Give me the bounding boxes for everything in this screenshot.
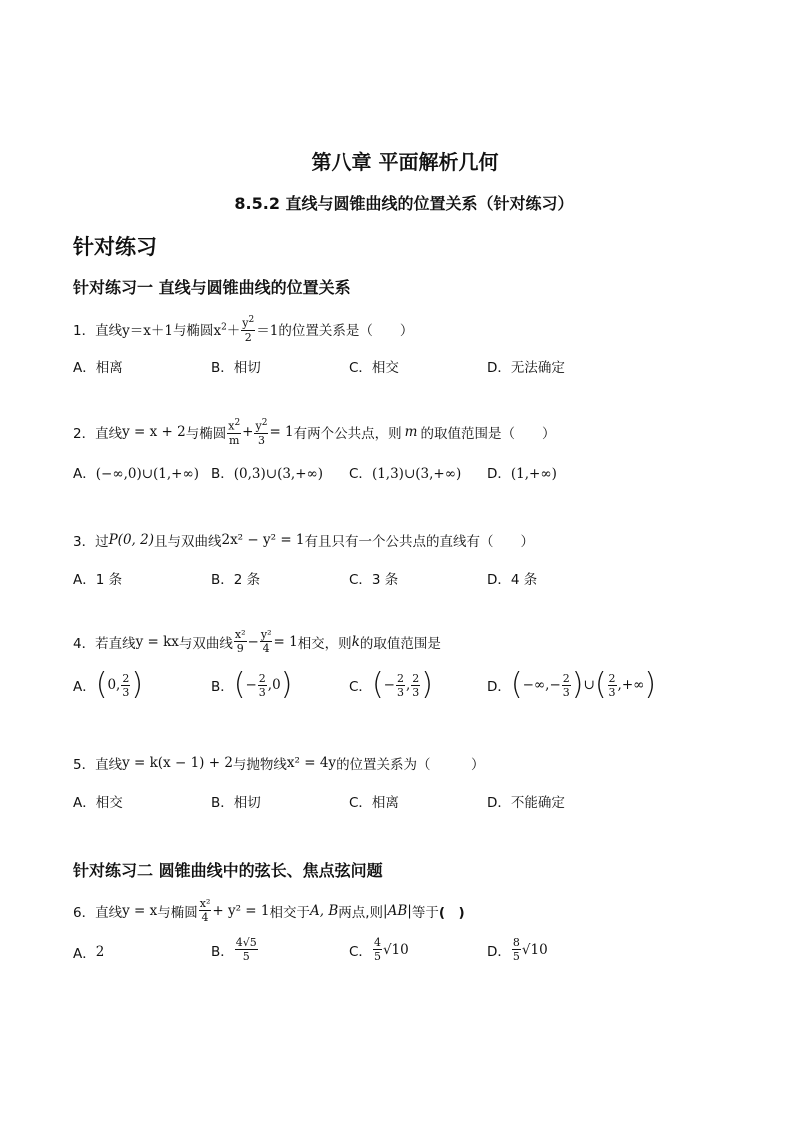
q3-option-b[interactable]: B．2 条 — [211, 572, 261, 588]
q1-option-c[interactable]: C．相交 — [349, 360, 399, 376]
q6-text: 相交于 — [269, 904, 310, 921]
question-number: 6． — [73, 904, 96, 921]
q2-line-eq: y = x + 2 — [122, 423, 186, 440]
q5-option-d[interactable]: D．不能确定 — [487, 795, 565, 811]
question-2 — [73, 417, 555, 447]
part-two-heading: 针对练习二 圆锥曲线中的弦长、焦点弦问题 — [73, 861, 383, 880]
q6-fraction: $\frac{\text{x²}}{4}$ — [199, 897, 211, 924]
q1-fraction: $\frac{y^2}{2}$ — [242, 315, 255, 344]
question-number: 4． — [73, 635, 96, 652]
q4-option-c[interactable]: C． ( − $\frac{2}{3}$ , $\frac{2}{3}$ ) — [349, 667, 433, 702]
q4-option-a[interactable]: A． ( 0, $\frac{2}{3}$ ) — [73, 667, 144, 702]
q1-text: 直线 — [95, 322, 123, 339]
q2-text: 的取值范围是（ ） — [420, 425, 556, 442]
question-6 — [73, 897, 465, 924]
q2-eq-one: = 1 — [269, 423, 294, 440]
q6-answer-paren: ( ) — [438, 904, 465, 921]
chapter-title: 第八章 平面解析几何 — [311, 150, 499, 174]
q3-text: 且与双曲线 — [153, 534, 222, 550]
q1-eq-one: ＝1 — [256, 322, 279, 339]
q5-text: 的位置关系为（ ） — [336, 757, 485, 773]
q6-ab: |AB| — [383, 902, 412, 919]
q1-option-d[interactable]: D．无法确定 — [487, 360, 565, 376]
q6-text: 与椭圆 — [157, 904, 198, 921]
practice-heading: 针对练习 — [73, 235, 157, 259]
q2-text: 有两个公共点，则 — [293, 425, 402, 442]
q2-fraction-1: $\frac{x^2}{m}$ — [228, 418, 241, 447]
section-subtitle: 8.5.2 直线与圆锥曲线的位置关系（针对练习） — [234, 194, 574, 213]
question-4 — [73, 628, 441, 655]
q6-points: A, B — [309, 902, 339, 919]
q1-text: 与椭圆 — [172, 322, 214, 339]
q4-text: 相交，则 — [297, 635, 352, 652]
q3-option-a[interactable]: A．1 条 — [73, 572, 123, 588]
q4-option-d[interactable]: D． ( −∞,− $\frac{2}{3}$ ) ∪ ( $\frac{2}{3}$ ,+∞ ) — [487, 667, 657, 702]
question-number: 1． — [73, 322, 96, 339]
q4-text: 的取值范围是 — [359, 635, 441, 652]
q2-plus: + — [242, 423, 254, 440]
q2-option-b[interactable]: B．(0,3)∪(3,+∞) — [211, 466, 324, 482]
question-1 — [73, 314, 413, 344]
q5-parabola-eq: x² = 4y — [286, 755, 337, 771]
q6-text: 两点,则 — [338, 904, 384, 921]
q3-text: 有且只有一个公共点的直线有（ ） — [304, 534, 535, 550]
q1-line-eq: y＝x＋1 — [122, 322, 173, 339]
q1-option-a[interactable]: A．相离 — [73, 360, 123, 376]
q4-eq-one: = 1 — [273, 633, 298, 650]
question-number: 2． — [73, 425, 96, 442]
q6-option-a[interactable]: A． 2 — [73, 944, 105, 962]
q1-text: 的位置关系是（ ） — [278, 322, 414, 339]
q5-line-eq: y = k(x − 1) + 2 — [122, 755, 233, 771]
q3-option-d[interactable]: D．4 条 — [487, 572, 538, 588]
question-3 — [73, 530, 534, 550]
q5-option-c[interactable]: C．相离 — [349, 795, 399, 811]
q4-text: 若直线 — [95, 635, 136, 652]
q2-option-a[interactable]: A．(−∞,0)∪(1,+∞) — [73, 466, 200, 482]
q2-text: 直线 — [95, 425, 123, 442]
q4-minus: − — [247, 633, 259, 650]
question-number: 5． — [73, 757, 96, 773]
part-one-heading: 针对练习一 直线与圆锥曲线的位置关系 — [73, 278, 351, 297]
q6-line-eq: y = x — [122, 902, 158, 919]
q5-text: 与抛物线 — [232, 757, 287, 773]
q1-ellipse-x: $x^2+$ — [213, 322, 241, 339]
q2-text: 与椭圆 — [185, 425, 227, 442]
q4-text: 与双曲线 — [178, 635, 233, 652]
q4-line-eq: y = kx — [135, 633, 179, 650]
q4-option-b[interactable]: B． ( − $\frac{2}{3}$ ,0 ) — [211, 667, 293, 702]
q3-hyperbola-eq: 2x² − y² = 1 — [221, 532, 305, 548]
q6-text: 直线 — [95, 904, 123, 921]
q2-fraction-2: $\frac{y^2}{3}$ — [255, 418, 268, 447]
q6-text: 等于 — [411, 904, 439, 921]
q4-fraction-1: $\frac{\text{x²}}{9}$ — [234, 628, 246, 655]
q5-option-b[interactable]: B．相切 — [211, 795, 261, 811]
q2-option-c[interactable]: C．(1,3)∪(3,+∞) — [349, 466, 462, 482]
q2-option-d[interactable]: D．(1,+∞) — [487, 466, 557, 482]
q3-text: 过 — [95, 534, 109, 550]
q3-option-c[interactable]: C．3 条 — [349, 572, 399, 588]
q6-ellipse-rest: + y² = 1 — [212, 902, 270, 919]
q1-option-b[interactable]: B．相切 — [211, 360, 261, 376]
question-number: 3． — [73, 534, 96, 550]
q2-var: m — [404, 423, 418, 440]
q3-point: P(0, 2) — [108, 532, 154, 548]
q4-var: k — [351, 633, 360, 650]
question-5 — [73, 753, 485, 773]
q5-option-a[interactable]: A．相交 — [73, 795, 123, 811]
q5-text: 直线 — [95, 757, 123, 773]
q6-option-d[interactable]: D． $\frac{8}{5}$ √10 — [487, 936, 548, 963]
q4-fraction-2: $\frac{\text{y²}}{4}$ — [260, 628, 272, 655]
q6-option-c[interactable]: C． $\frac{4}{5}$ √10 — [349, 936, 409, 963]
q6-option-b[interactable]: B． $\frac{4√5}{5}$ — [211, 936, 257, 963]
